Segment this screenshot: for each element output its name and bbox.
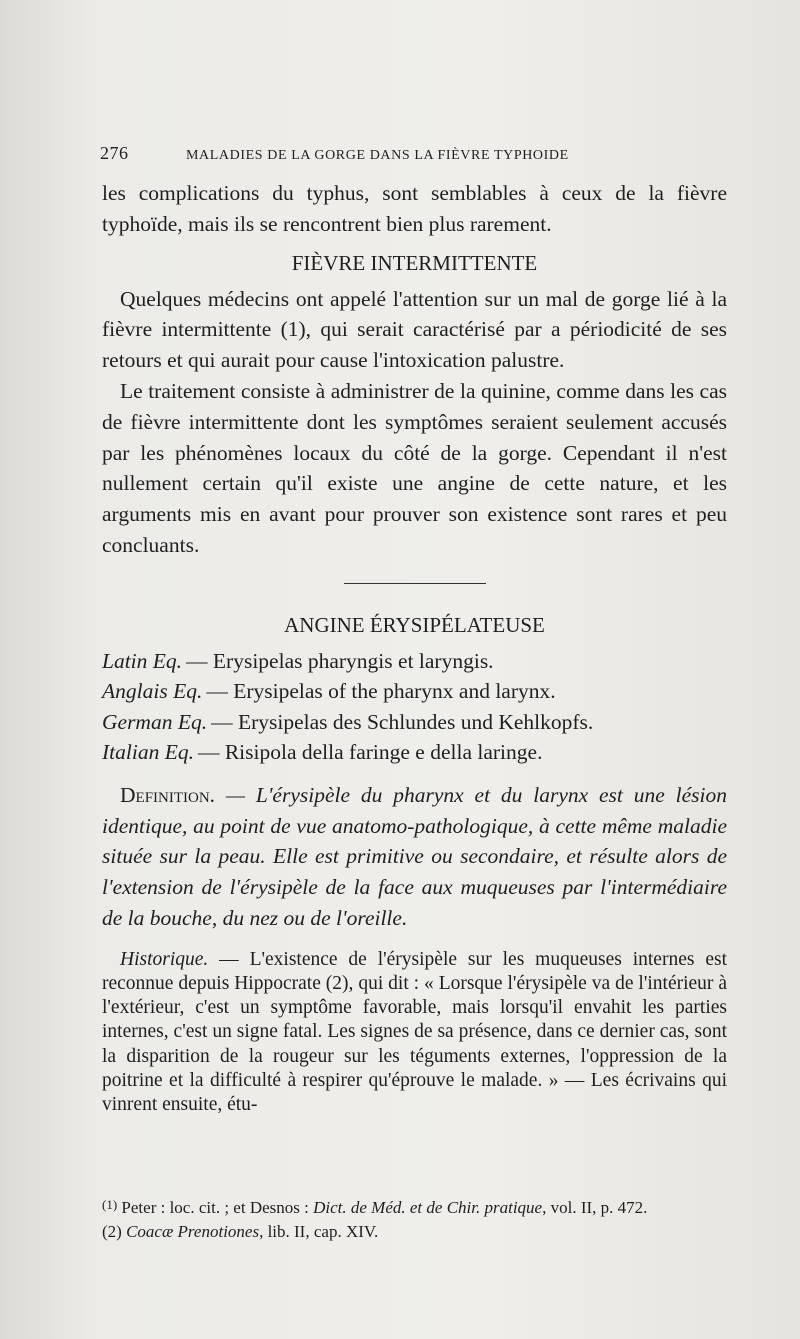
page-number: 276	[100, 143, 129, 163]
footnote-text-after: , vol. II, p. 472.	[542, 1198, 648, 1217]
equivalent-text: — Erysipelas des Schlundes und Kehlkopfs.	[211, 709, 594, 734]
footnote-title: Dict. de Méd. et de Chir. pratique	[313, 1198, 543, 1217]
equivalent-latin	[102, 646, 727, 677]
footnote-title: Coacæ Prenotiones	[126, 1222, 260, 1241]
footnote-marker: (1)	[102, 1197, 118, 1212]
equivalent-label: Latin Eq.	[102, 648, 183, 673]
definition-label: Definition.	[120, 782, 216, 807]
footnote-marker: (2)	[102, 1222, 122, 1241]
page-body	[102, 178, 727, 1117]
equivalent-label: Italian Eq.	[102, 740, 194, 765]
section-heading-angine-erysipelateuse: ANGINE ÉRYSIPÉLATEUSE	[284, 612, 545, 637]
paragraph-fievre-2: Le traitement consiste à administrer de la quinine, comme dans les cas de fièvre intermittente dont les symptômes seraient seulement accusés par les phénomènes locaux du côté de la gorge. Cependant il n'est nullement certain qu'il existe une angine de cette nature, et les arguments mis en avant pour prouver son existence sont rares et peu concluants.	[102, 378, 727, 557]
intro-paragraph: les complications du typhus, sont semblables à ceux de la fièvre typhoïde, mais ils se rencontrent bien plus rarement.	[102, 181, 727, 236]
section-heading-fievre-intermittente: FIÈVRE INTERMITTENTE	[291, 250, 538, 275]
equivalent-german	[102, 707, 727, 738]
history-paragraph	[102, 948, 727, 1117]
section-divider	[344, 583, 486, 584]
definition-paragraph	[102, 780, 727, 934]
equivalent-text: — Erysipelas of the pharynx and larynx.	[206, 679, 556, 704]
equivalent-label: Anglais Eq.	[102, 679, 203, 704]
running-title: MALADIES DE LA GORGE DANS LA FIÈVRE TYPHOIDE	[186, 148, 569, 163]
footnote-text: Peter : loc. cit. ; et Desnos :	[117, 1198, 314, 1217]
history-text: — L'existence de l'érysipèle sur les muqueuses internes est reconnue depuis Hippocrate (2), qui dit : « Lorsque l'érysipèle va de l'intérieur à l'extérieur, c'est un symptôme favorable, mais lorsqu'il envahit les parties internes, c'est un signe fatal. Les signes de sa présence, dans ce dernier cas, sont la disparition de la rougeur sur les téguments externes, l'oppression de la poitrine et la difficulté à respirer qu'éprouve le malade. » — Les écrivains qui vinrent ensuite, étu-	[102, 948, 727, 1115]
footnote-1	[102, 1193, 727, 1220]
page-header	[100, 143, 730, 164]
equivalent-text: — Risipola della faringe e della laringe.	[197, 740, 543, 765]
equivalent-label: German Eq.	[102, 709, 208, 734]
footnotes	[102, 1193, 727, 1244]
footnote-text-after: , lib. II, cap. XIV.	[259, 1222, 379, 1241]
equivalent-text: — Erysipelas pharyngis et laryngis.	[186, 648, 494, 673]
equivalent-anglais	[102, 676, 727, 707]
equivalent-italian	[102, 737, 727, 768]
paragraph-fievre-1: Quelques médecins ont appelé l'attention sur un mal de gorge lié à la fièvre intermittente (1), qui serait caractérisé par a périodicité de ses retours et qui aurait pour cause l'intoxication palustre.	[102, 286, 727, 373]
history-label: Historique.	[120, 948, 209, 970]
footnote-2	[102, 1220, 727, 1244]
definition-text: — L'érysipèle du pharynx et du larynx est une lésion identique, au point de vue anatomo-pathologique, à cette même maladie située sur la peau. Elle est primitive ou secondaire, et résulte alors de l'extension de l'érysipèle de la face aux muqueuses par l'intermédiaire de la bouche, du nez ou de l'oreille.	[102, 782, 727, 930]
